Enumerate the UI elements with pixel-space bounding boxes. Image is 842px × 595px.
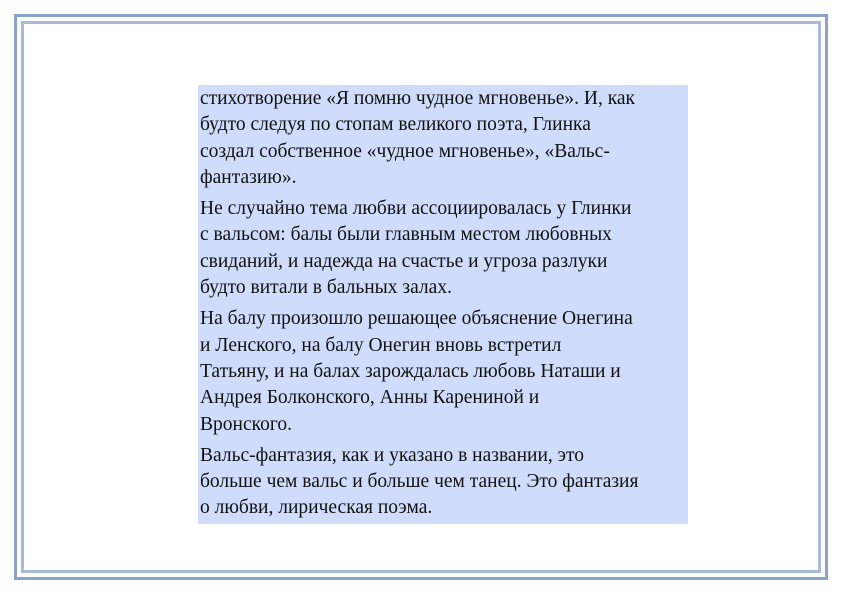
- paragraph-line: будто витали в бальных залах.: [200, 277, 452, 299]
- paragraph-1: [200, 86, 686, 191]
- paragraph-line: о любви, лирическая поэма.: [200, 497, 433, 519]
- paragraph-line: Вальс-фантазия, как и указано в названии, это: [200, 444, 585, 466]
- paragraph-4: [200, 443, 686, 522]
- paragraph-line: Андрея Болконского, Анны Карениной и: [200, 387, 540, 409]
- paragraph-3: [200, 306, 686, 437]
- paragraph-line: На балу произошло решающее объяснение Онегина: [200, 308, 633, 330]
- paragraph-line: стихотворение «Я помню чудное мгновенье». И, как: [200, 88, 636, 109]
- text-box: [198, 85, 688, 524]
- paragraph-line: будто следуя по стопам великого поэта, Глинка: [200, 114, 591, 136]
- paragraph-line: фантазию».: [200, 166, 297, 188]
- paragraph-line: и Ленского, на балу Онегин вновь встретил: [200, 334, 562, 356]
- paragraph-line: свиданий, и надежда на счастье и угроза разлуки: [200, 250, 608, 272]
- paragraph-line: Татьяну, и на балах зарождалась любовь Наташи и: [200, 360, 621, 382]
- paragraph-line: больше чем вальс и больше чем танец. Это фантазия: [200, 471, 639, 493]
- paragraph-line: Вронского.: [200, 413, 292, 435]
- paragraph-line: с вальсом: балы были главным местом любовных: [200, 224, 612, 246]
- paragraph-line: создал собственное «чудное мгновенье», «Вальс-: [200, 140, 610, 162]
- paragraph-line: Не случайно тема любви ассоциировалась у Глинки: [200, 198, 632, 220]
- paragraph-2: [200, 196, 686, 301]
